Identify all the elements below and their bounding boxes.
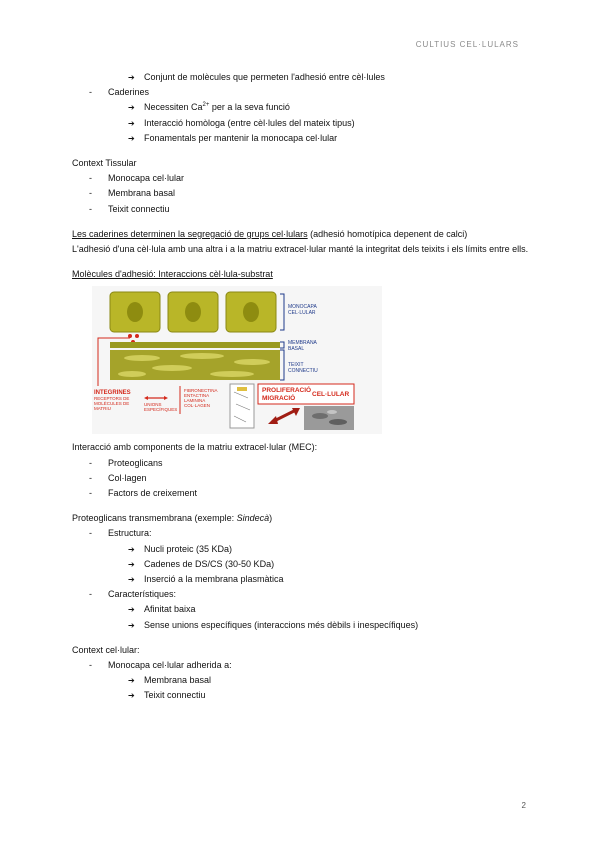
unions-label: ESPECÍFIQUES — [144, 407, 178, 413]
list-item: - Teixit connectiu — [72, 202, 532, 217]
list-item: ➔ Afinitat baixa — [72, 602, 532, 617]
membrana-label: MEMBRANA — [288, 340, 317, 347]
fibronectina-label: ENTACTINA — [184, 393, 210, 399]
membrana-basal — [110, 342, 280, 348]
paragraph: L'adhesió d'una cèl·lula amb una altra i a la matriu extracel·lular manté la integritat dels teixits i els límits entre ells. — [72, 244, 529, 255]
list-item: ➔ Interacció homòloga (entre cèl·lules del mateix tipus) — [72, 116, 532, 131]
list-item: ➔ Inserció a la membrana plasmàtica — [72, 572, 532, 587]
integrines-sub: MOLÈCULES DE — [94, 401, 130, 407]
monocapa-label: MONOCAPA — [288, 304, 317, 311]
arrow-icon: ➔ — [128, 691, 135, 701]
nucleus — [185, 302, 201, 322]
dash-bullet: - — [89, 589, 92, 600]
arrow-icon: ➔ — [128, 605, 135, 615]
list-item: ➔ Fonamentals per mantenir la monocapa cel·lular — [72, 131, 532, 146]
list-item: - Caderines — [72, 85, 532, 100]
section-title: Proteoglicans transmembrana (exemple: Sindecà) — [72, 513, 273, 524]
list-item: - Monocapa cel·lular — [72, 171, 532, 186]
list-item: - Monocapa cel·lular adherida a: — [72, 658, 532, 673]
list-item: - Estructura: — [72, 526, 532, 541]
list-item: - Membrana basal — [72, 186, 532, 201]
dash-bullet: - — [89, 660, 92, 671]
section-title: Molècules d'adhesió: Interaccions cèl·lula-substrat — [72, 269, 273, 280]
dash-bullet: - — [89, 203, 92, 214]
section-title: Context cel·lular: — [72, 644, 140, 655]
document-body — [72, 70, 532, 704]
integrines-sub: MATRIU — [94, 406, 111, 412]
dash-bullet: - — [89, 188, 92, 199]
migracio-label: MIGRACIÓ — [262, 395, 296, 403]
list-item: ➔ Cadenes de DS/CS (30-50 KDa) — [72, 557, 532, 572]
page-header: CULTIUS CEL·LULARS — [415, 40, 519, 49]
dash-bullet: - — [89, 457, 92, 468]
list-item: ➔ Nucli proteic (35 KDa) — [72, 542, 532, 557]
page-number: 2 — [521, 801, 526, 810]
arrow-icon: ➔ — [128, 103, 135, 113]
section-title: Interacció amb components de la matriu extracel·lular (MEC): — [72, 442, 318, 453]
proliferacio-label: PROLIFERACIÓ — [262, 387, 312, 395]
list-item: ➔ Sense unions específiques (interaccions més dèbils i inespecífiques) — [72, 618, 532, 633]
adhesion-diagram — [92, 286, 382, 434]
list-item: - Característiques: — [72, 587, 532, 602]
nucleus — [243, 302, 259, 322]
list-item: - Col·lagen — [72, 471, 532, 486]
section-title: Context Tissular — [72, 158, 137, 169]
fibronectina-label: FIBRONECTINA — [184, 388, 218, 394]
arrow-icon: ➔ — [128, 118, 135, 128]
adhesion-figure — [92, 286, 382, 434]
integrines-sub: RECEPTORS DE — [94, 396, 130, 402]
arrow-icon: ➔ — [128, 575, 135, 585]
arrow-icon: ➔ — [128, 73, 135, 82]
teixit-label: CONNECTIU — [288, 368, 318, 375]
arrow-icon: ➔ — [128, 133, 135, 143]
arrow-icon: ➔ — [128, 544, 135, 554]
fibronectina-label: COL·LAGEN — [184, 403, 211, 409]
unions-label: UNIONS — [144, 402, 162, 408]
integrines-label: INTEGRINES — [94, 390, 131, 397]
nucleus — [127, 302, 143, 322]
micrograph-image — [304, 406, 354, 430]
list-item: ➔ Conjunt de molècules que permeten l'adhesió entre cèl·lules — [72, 70, 532, 85]
monocapa-label: CEL·LULAR — [288, 310, 316, 317]
list-item: - Factors de creixement — [72, 486, 532, 501]
dash-bullet: - — [89, 488, 92, 499]
arrow-icon: ➔ — [128, 620, 135, 630]
teixit-label: TEIXIT — [288, 362, 304, 369]
list-item: ➔ Necessiten $Ca^{2+}$ per a la seva funció — [72, 100, 532, 115]
cel-lular-label: CEL·LULAR — [312, 391, 350, 399]
dash-bullet: - — [89, 87, 92, 98]
membrana-label: BASAL — [288, 346, 305, 353]
arrow-icon: ➔ — [128, 676, 135, 686]
list-item: ➔ Membrana basal — [72, 673, 532, 688]
list-item: ➔ Teixit connectiu — [72, 688, 532, 703]
fibronectina-label: LAMININA — [184, 398, 206, 404]
dash-bullet: - — [89, 173, 92, 184]
arrow-icon: ➔ — [128, 559, 135, 569]
paragraph-line: Les caderines determinen la segregació de grups cel·lulars (adhesió homotípica depenent de calci) — [72, 228, 468, 239]
list-item: - Proteoglicans — [72, 456, 532, 471]
dash-bullet: - — [89, 528, 92, 539]
dash-bullet: - — [89, 472, 92, 483]
